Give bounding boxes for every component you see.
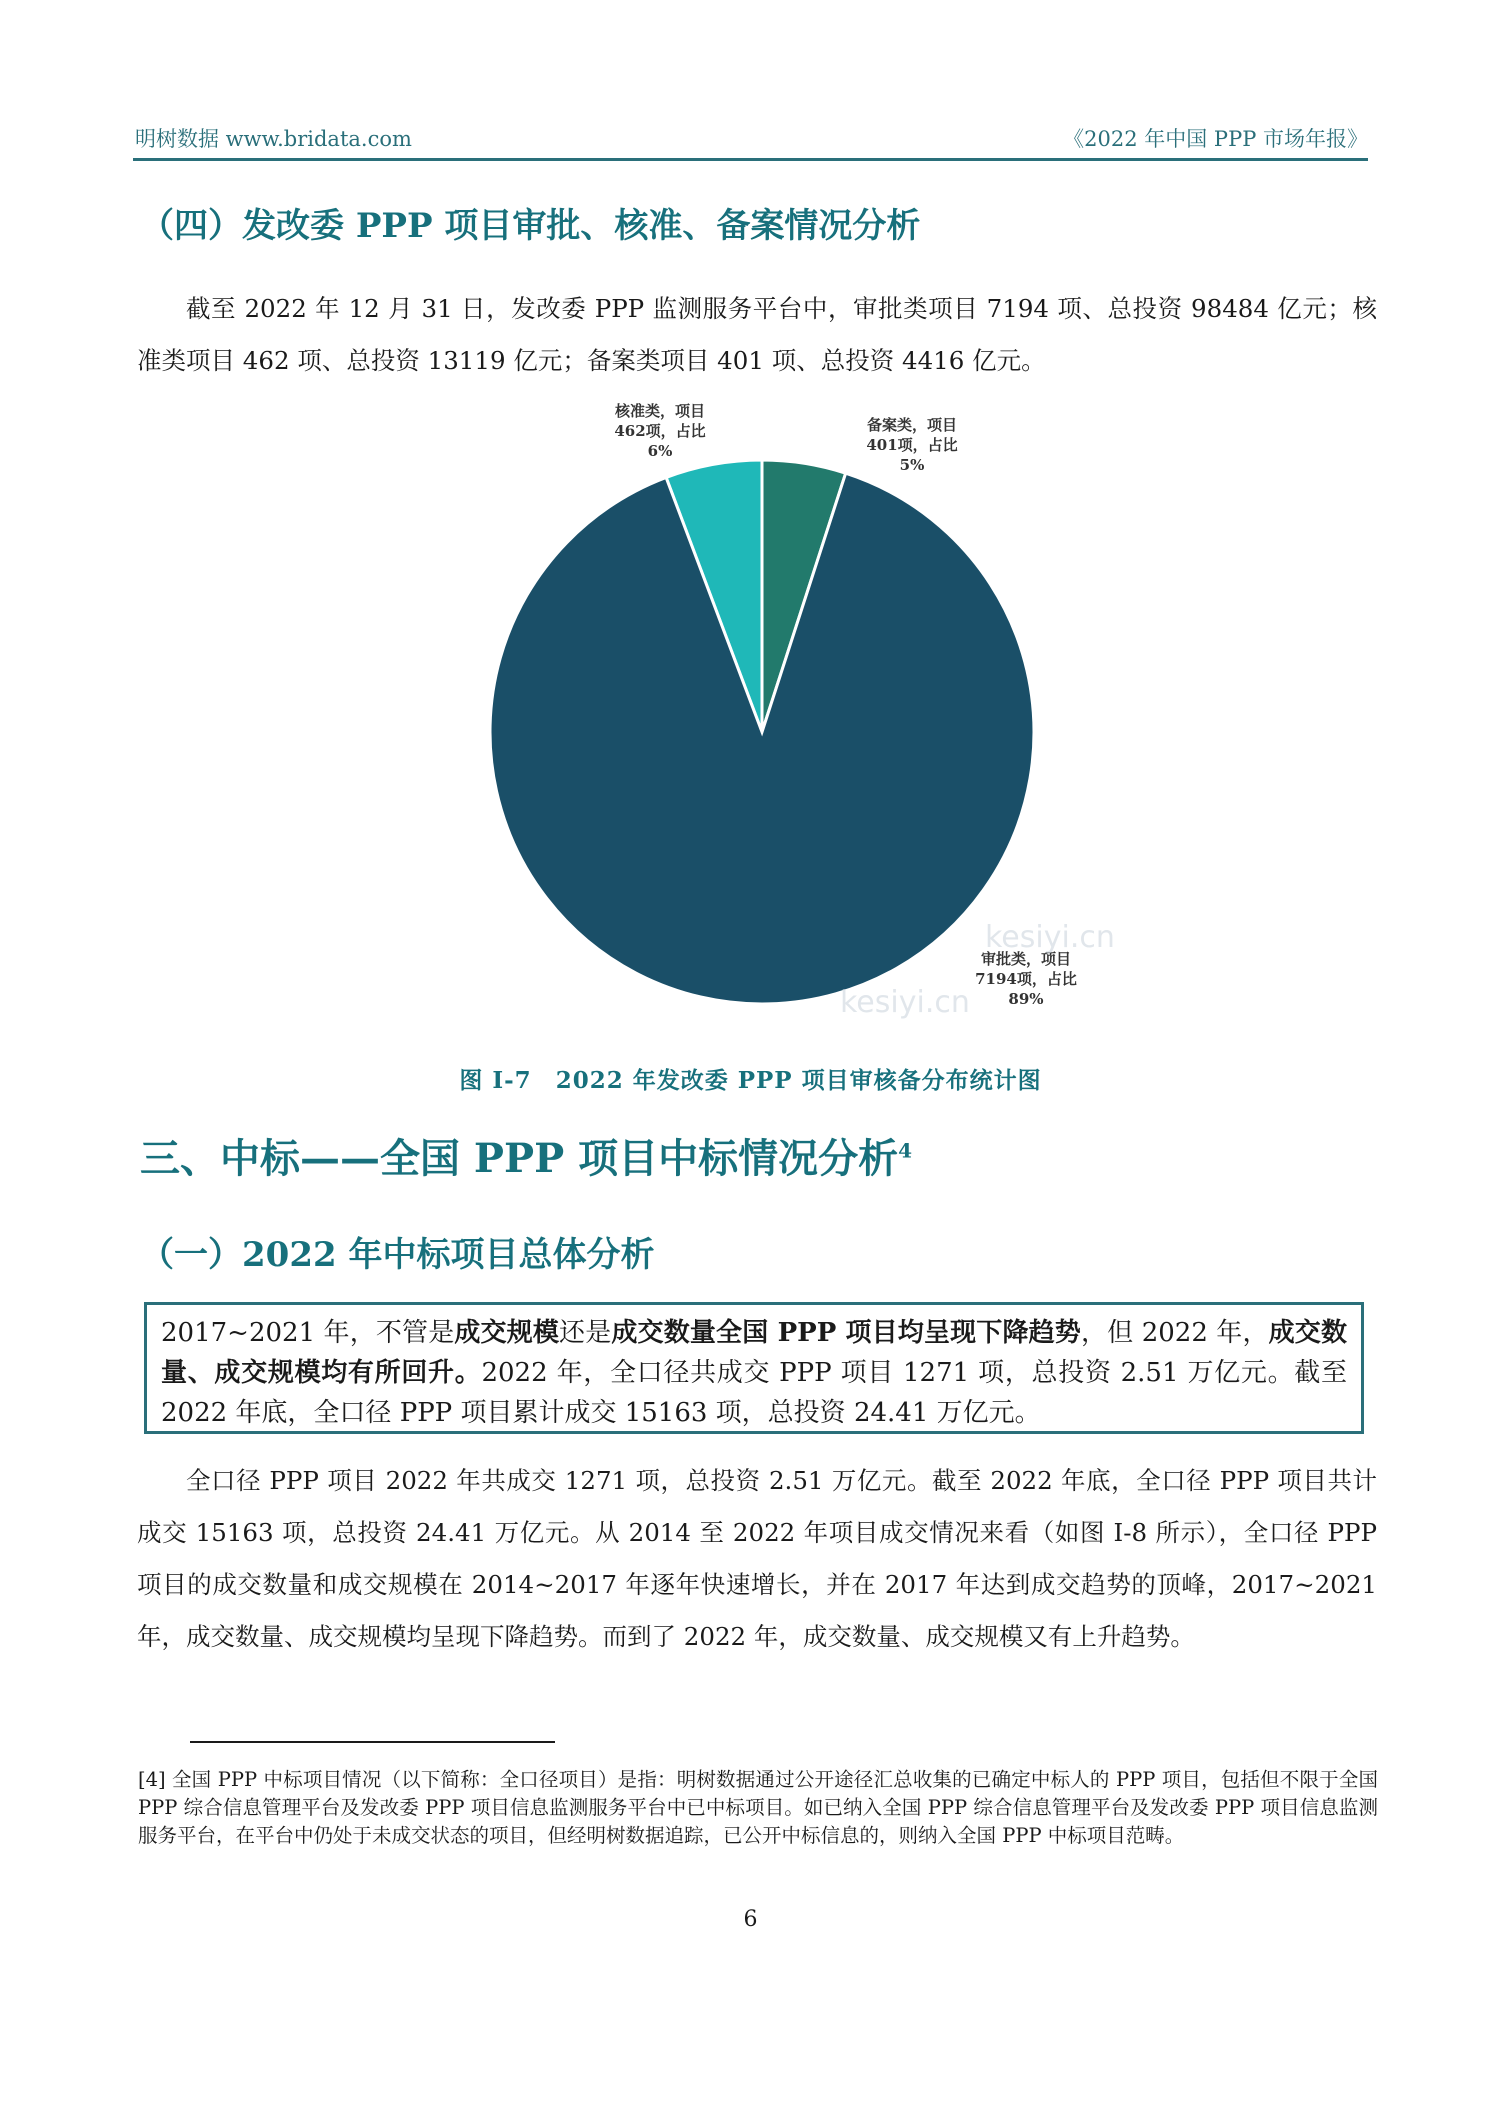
footnote: [4] 全国 PPP 中标项目情况（以下简称：全口径项目）是指：明树数据通过公开途径汇总收集的已确定中标人的 PPP 项目，包括但不限于全国 PPP 综合信息管理平台及发改委 PPP 项目信息监测服务平台中已中标项目。如已纳入全国 PPP 综合信息管理平台及发改委 PPP 项目信息监测服务平台，在平台中仍处于未成交状态的项目，但经明树数据追踪，已公开中标信息的，则纳入全国 PPP 中标项目范畴。: [138, 1768, 1378, 1847]
highlight-bold-2: 成交数量全国 PPP 项目均呈现下降趋势: [611, 1318, 1081, 1348]
footnote-ref[interactable]: 4: [898, 1138, 913, 1163]
pie-label-核准类: 核准类，项目: [614, 402, 706, 420]
highlight-text-4: 2022 年，全口径共成交 PPP 项目 1271 项，总投资 2.51 万亿元。截至 2022 年底，全口径 PPP 项目累计成交 15163 项，总投资 24.41 万亿元。: [161, 1358, 1347, 1428]
approval-paragraph: [137, 283, 1377, 387]
pie-label-核准类: 6%: [647, 442, 673, 460]
pie-label-审批类: 89%: [1008, 990, 1044, 1008]
pie-label-审批类: 审批类，项目: [980, 950, 1072, 968]
approval-paragraph-text: 截至 2022 年 12 月 31 日，发改委 PPP 监测服务平台中，审批类项目 7194 项、总投资 98484 亿元；核准类项目 462 项、总投资 13119 亿元；备案类项目 401 项、总投资 4416 亿元。: [137, 294, 1377, 375]
header-site-name: 明树数据 www.bridata.com: [135, 127, 412, 151]
highlight-text-1: 2017~2021 年，不管是: [161, 1318, 455, 1348]
pie-label-备案类: 5%: [899, 456, 925, 474]
header-report-title: 《2022 年中国 PPP 市场年报》: [1063, 127, 1368, 151]
section-heading-approval: （四）发改委 PPP 项目审批、核准、备案情况分析: [140, 206, 921, 246]
pie-label-备案类: 401项，占比: [866, 436, 958, 454]
watermark-text: kesiyi.cn: [840, 985, 970, 1020]
highlight-text-2: 还是: [559, 1318, 612, 1348]
highlight-text-3: ，但 2022 年，: [1080, 1318, 1269, 1348]
figure-caption: 图 I-7 2022 年发改委 PPP 项目审核备分布统计图: [459, 1067, 1042, 1094]
pie-label-备案类: 备案类，项目: [866, 416, 958, 434]
footnote-divider: [190, 1741, 555, 1743]
pie-label-审批类: 7194项，占比: [975, 970, 1077, 988]
watermark-text: kesiyi.cn: [985, 920, 1115, 955]
chapter-heading-bidding: [140, 1127, 912, 1184]
section-heading-overall: （一）2022 年中标项目总体分析: [140, 1235, 655, 1275]
highlight-box: [144, 1302, 1364, 1434]
chapter-heading-text: 三、中标——全国 PPP 项目中标情况分析: [140, 1135, 899, 1182]
header-divider: [133, 158, 1368, 161]
pie-label-核准类: 462项，占比: [614, 422, 706, 440]
page-number: 6: [743, 1907, 758, 1932]
highlight-bold-1: 成交规模: [454, 1318, 560, 1348]
highlight-bold-3: 成交数量、成交规模均有所回升。: [161, 1318, 1347, 1388]
body-paragraph: [137, 1455, 1377, 1663]
body-paragraph-text: 全口径 PPP 项目 2022 年共成交 1271 项，总投资 2.51 万亿元。截至 2022 年底，全口径 PPP 项目共计成交 15163 项，总投资 24.41 万亿元。从 2014 至 2022 年项目成交情况来看（如图 I-8 所示），全口径 PPP 项目的成交数量和成交规模在 2014~2017 年逐年快速增长，并在 2017 年达到成交趋势的顶峰，2017~2021 年，成交数量、成交规模均呈现下降趋势。而到了 2022 年，成交数量、成交规模又有上升趋势。: [137, 1466, 1377, 1651]
